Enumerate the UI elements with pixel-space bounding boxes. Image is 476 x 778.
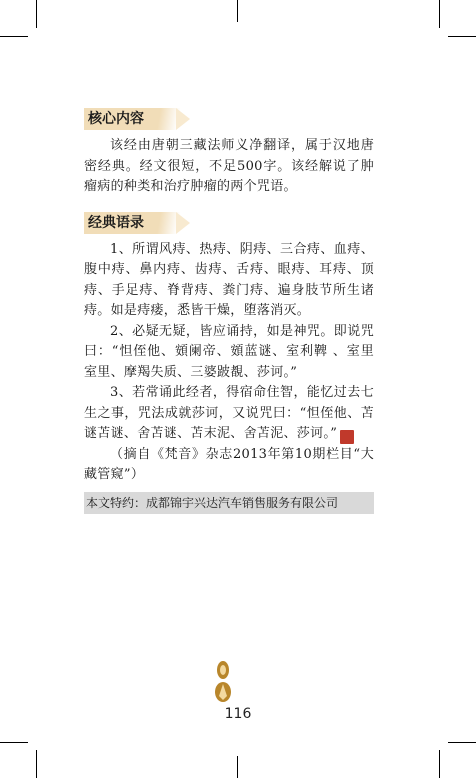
- crop-mark: [36, 0, 37, 28]
- classic-quotes-body: [84, 240, 374, 486]
- page-number: 116: [224, 706, 252, 722]
- crop-mark: [237, 0, 238, 22]
- lotus-emblem-icon: [212, 660, 234, 704]
- spacer: [84, 198, 374, 212]
- crop-mark: [0, 742, 28, 743]
- crop-mark: [439, 750, 440, 778]
- quote-paragraph-3: [84, 383, 374, 445]
- sponsor-bar: 本文特约：成都锦宇兴达汽车销售服务有限公司: [84, 492, 374, 514]
- classic-quotes-heading: 经典语录: [84, 212, 190, 234]
- quote-paragraph-1: 1、所谓风痔、热痔、阴痔、三合痔、血痔、腹中痔、鼻内痔、齿痔、舌痔、眼痔、耳痔、顶痔、手足痔、脊背痔、粪门痔、遍身肢节所生诸痔。如是痔瘘，悉皆干燥，堕落消灭。: [84, 241, 374, 318]
- crop-mark: [439, 0, 440, 28]
- article: [84, 108, 374, 514]
- quote-paragraph-2: 2、必疑无疑，皆应诵持，如是神咒。即说咒曰：“怛侄他、頞阑帝、頞蓝谜、室利鞞 、室里室里、摩羯失质、三婆跛覩、莎诃。”: [84, 323, 374, 380]
- crop-mark: [448, 36, 476, 37]
- crop-mark: [36, 750, 37, 778]
- seal-icon: 梵: [340, 430, 354, 444]
- core-content-text: 该经由唐朝三藏法师义净翻译，属于汉地唐密经典。经文很短，不足500字。该经解说了肿瘤病的种类和治疗肿瘤的两个咒语。: [84, 138, 374, 194]
- crop-mark: [0, 36, 28, 37]
- source-note: （摘自《梵音》杂志2013年第10期栏目“大藏管窥”）: [84, 446, 374, 482]
- quote-paragraph-3-text: 3、若常诵此经者，得宿命住智，能忆过去七生之事，咒法成就莎诃，又说咒曰：“怛侄他、苫谜苫谜、舍苫谜、苫末泥、舍苫泥、莎诃。”: [84, 385, 374, 441]
- crop-mark: [237, 756, 238, 778]
- core-content-heading: 核心内容: [84, 108, 190, 130]
- crop-mark: [448, 742, 476, 743]
